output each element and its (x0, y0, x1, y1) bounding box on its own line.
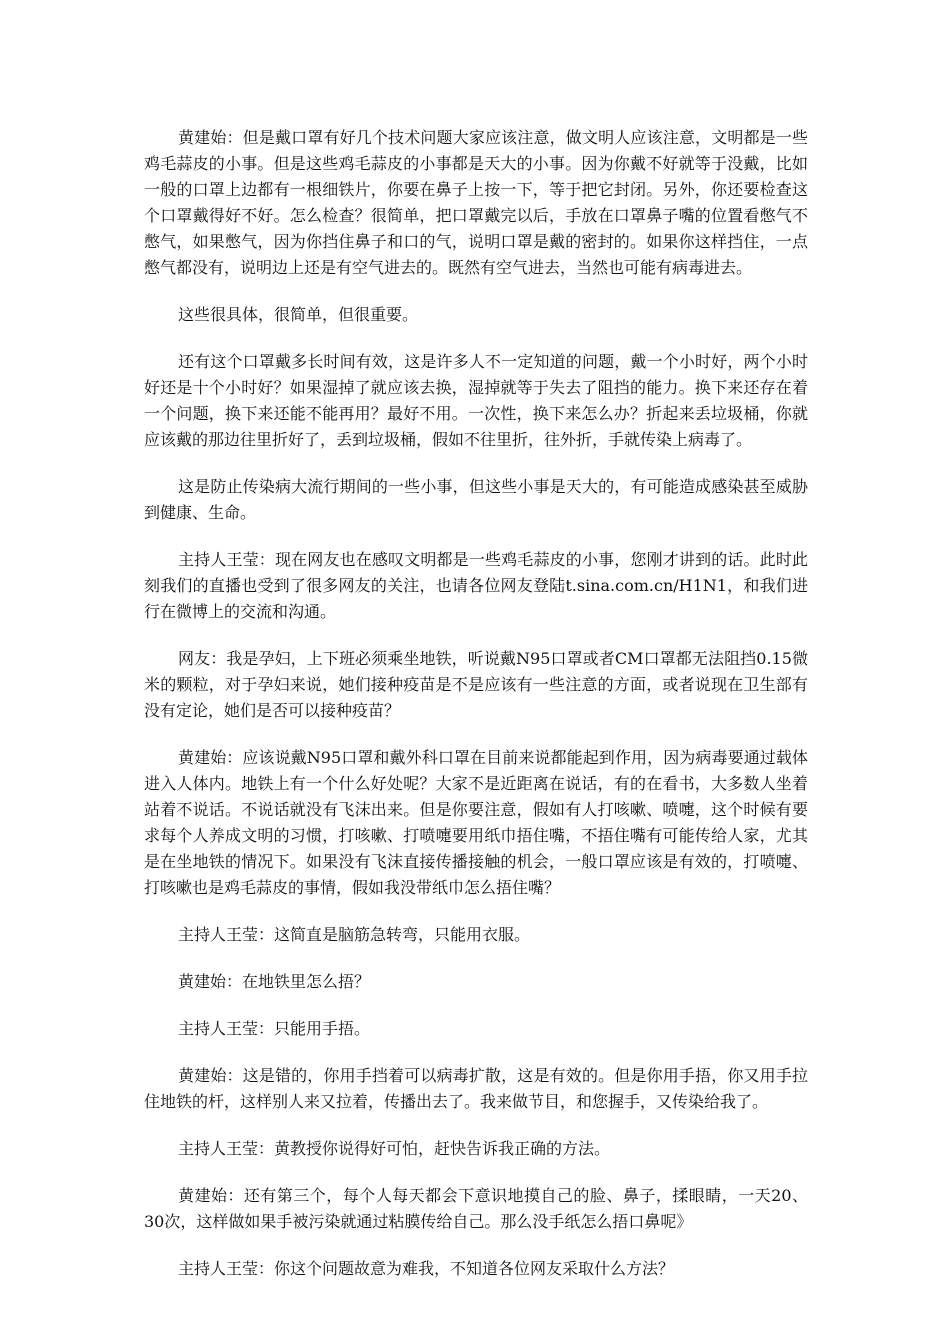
paragraph-9: 黄建始：在地铁里怎么捂？ (178, 972, 371, 991)
paragraph-1: 黄建始：但是戴口罩有好几个技术问题大家应该注意，做文明人应该注意，文明都是一些鸡毛蒜皮的小事。但是这些鸡毛蒜皮的小事都是天大的小事。因为你戴不好就等于没戴，比如一般的口罩上边都有一根细铁片，你要在鼻子上按一下，等于把它封闭。另外，你还要检查这个口罩戴得好不好。怎么检查？很简单，把口罩戴完以后，手放在口罩鼻子嘴的位置看憋气不憋气，如果憋气，因为你挡住鼻子和口的气，说明口罩是戴的密封的。如果你这样挡住，一点憋气都没有，说明边上还是有空气进去的。既然有空气进去，当然也可能有病毒进去。 (144, 128, 808, 277)
paragraph-10: 主持人王莹：只能用手捂。 (178, 1019, 371, 1038)
document-body (144, 125, 808, 1303)
paragraph-6: 网友：我是孕妇，上下班必须乘坐地铁，听说戴N95口罩或者CM口罩都无法阻挡0.15微米的颗粒，对于孕妇来说，她们接种疫苗是不是应该有一些注意的方面，或者说现在卫生部有没有定论，她们是否可以接种疫苗？ (144, 649, 808, 720)
paragraph-11: 黄建始：这是错的，你用手挡着可以病毒扩散，这是有效的。但是你用手捂，你又用手拉住地铁的杆，这样别人来又拉着，传播出去了。我来做节目，和您握手，又传染给我了。 (144, 1066, 808, 1111)
paragraph-4: 这是防止传染病大流行期间的一些小事，但这些小事是天大的，有可能造成感染甚至威胁到健康、生命。 (144, 477, 808, 522)
paragraph-5: 主持人王莹：现在网友也在感叹文明都是一些鸡毛蒜皮的小事，您刚才讲到的话。此时此刻我们的直播也受到了很多网友的关注，也请各位网友登陆t.sina.com.cn/H1N1，和我们进行在微博上的交流和沟通。 (144, 550, 808, 621)
paragraph-12: 主持人王莹：黄教授你说得好可怕，赶快告诉我正确的方法。 (178, 1139, 611, 1158)
paragraph-2: 这些很具体，很简单，但很重要。 (178, 305, 419, 324)
paragraph-3: 还有这个口罩戴多长时间有效，这是许多人不一定知道的问题，戴一个小时好，两个小时好还是十个小时好？如果湿掉了就应该去换，湿掉就等于失去了阻挡的能力。换下来还存在着一个问题，换下来还能不能再用？最好不用。一次性，换下来怎么办？折起来丢垃圾桶，你就应该戴的那边往里折好了，丢到垃圾桶，假如不往里折，往外折，手就传染上病毒了。 (144, 352, 808, 449)
paragraph-8: 主持人王莹：这简直是脑筋急转弯，只能用衣服。 (178, 925, 531, 944)
paragraph-13: 黄建始：还有第三个，每个人每天都会下意识地摸自己的脸、鼻子，揉眼睛，一天20、30次，这样做如果手被污染就通过粘膜传给自己。那么没手纸怎么捂口鼻呢》 (144, 1186, 808, 1231)
paragraph-14: 主持人王莹：你这个问题故意为难我，不知道各位网友采取什么方法？ (178, 1259, 675, 1278)
paragraph-7: 黄建始：应该说戴N95口罩和戴外科口罩在目前来说都能起到作用，因为病毒要通过载体进入人体内。地铁上有一个什么好处呢？大家不是近距离在说话，有的在看书，大多数人坐着站着不说话。不说话就没有飞沫出来。但是你要注意，假如有人打咳嗽、喷嚏，这个时候有要求每个人养成文明的习惯，打咳嗽、打喷嚏要用纸巾捂住嘴，不捂住嘴有可能传给人家，尤其是在坐地铁的情况下。如果没有飞沫直接传播接触的机会，一般口罩应该是有效的，打喷嚏、打咳嗽也是鸡毛蒜皮的事情，假如我没带纸巾怎么捂住嘴？ (144, 748, 808, 897)
